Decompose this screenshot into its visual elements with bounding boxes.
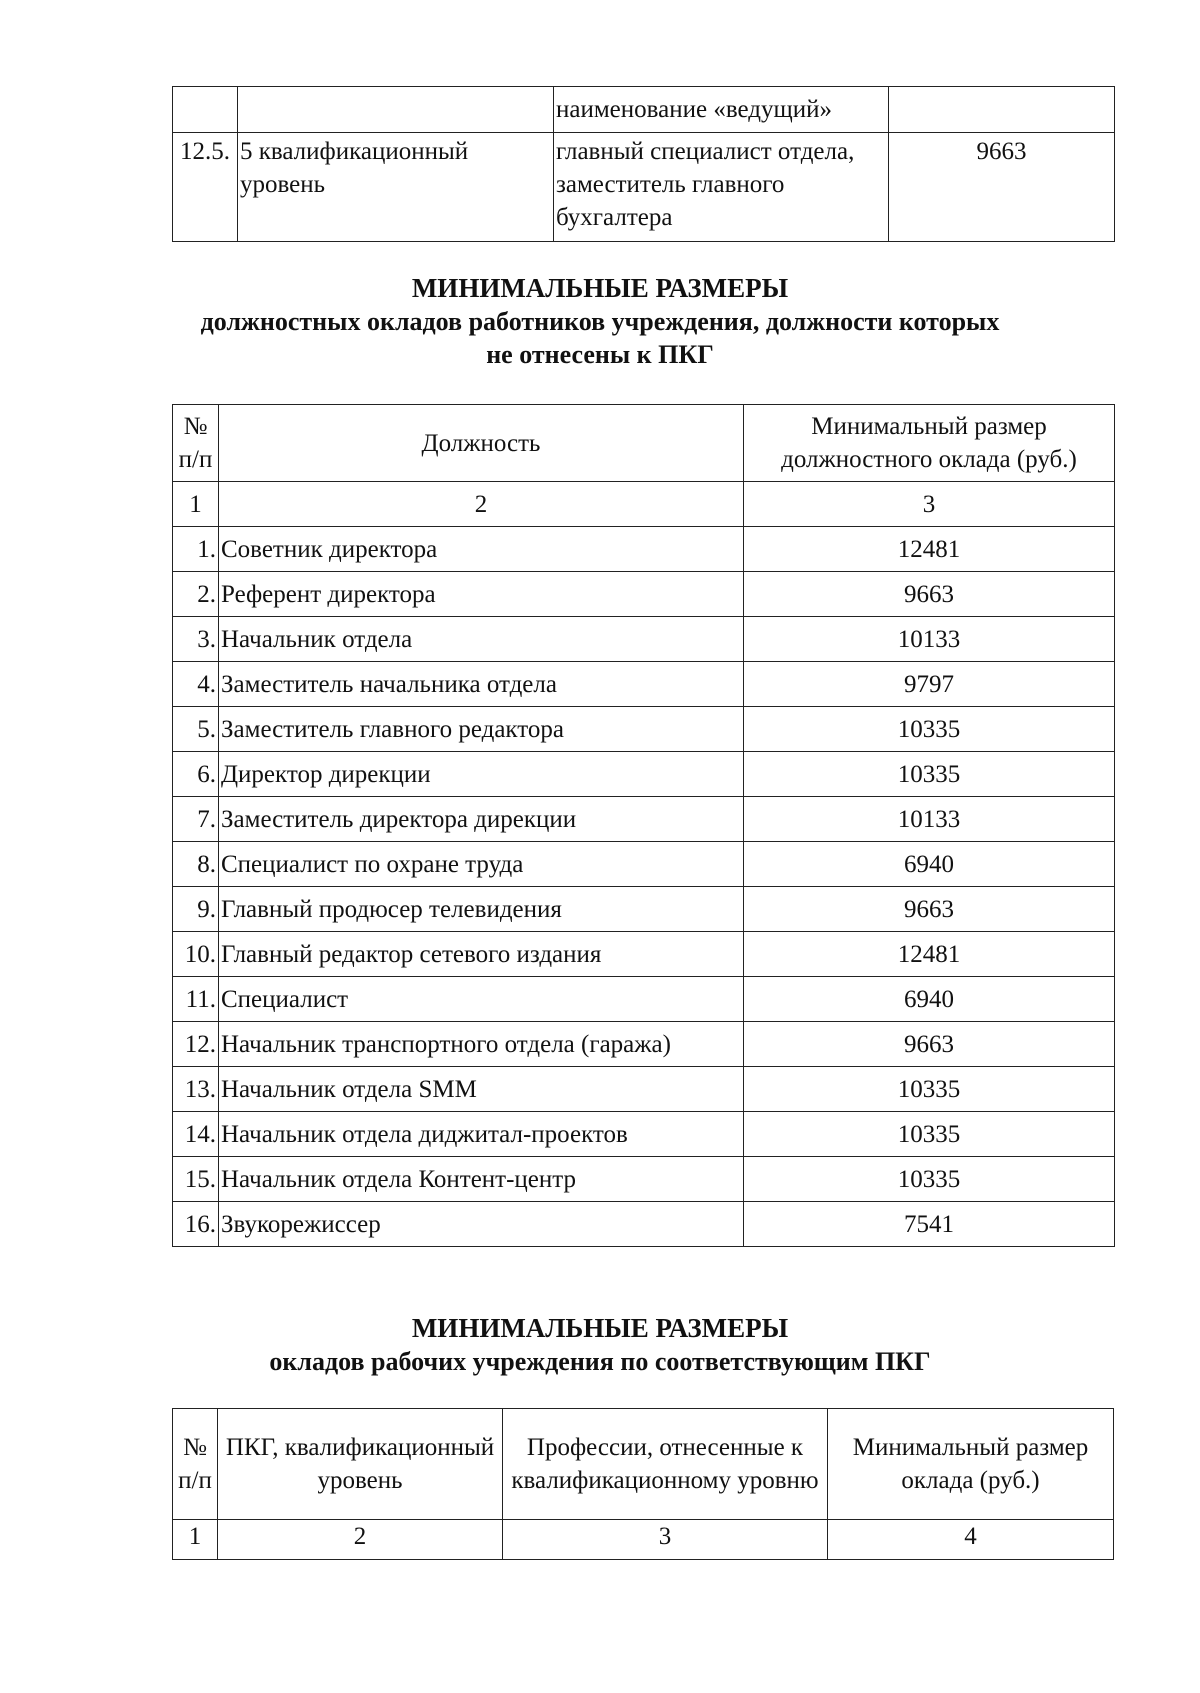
- section1-heading: [0, 272, 1200, 371]
- row-number: 15.: [173, 1157, 219, 1202]
- row-number: 11.: [173, 977, 219, 1022]
- table-row: [173, 617, 1115, 662]
- row-number: 2.: [173, 572, 219, 617]
- position-name: Специалист: [219, 977, 744, 1022]
- header-position: Должность: [219, 405, 744, 482]
- position-name: Главный редактор сетевого издания: [219, 932, 744, 977]
- position-name: Советник директора: [219, 527, 744, 572]
- col-number: 3: [503, 1520, 828, 1560]
- salary-value: 10335: [744, 752, 1115, 797]
- row-number: 5.: [173, 707, 219, 752]
- positions-cell: наименование «ведущий»: [554, 87, 889, 133]
- row-number-cell: 12.5.: [173, 133, 238, 242]
- section2-heading: [0, 1312, 1200, 1378]
- level-cell: [238, 87, 554, 133]
- row-number: 12.: [173, 1022, 219, 1067]
- table-row: [173, 1112, 1115, 1157]
- row-number: 3.: [173, 617, 219, 662]
- table-row: [173, 977, 1115, 1022]
- row-number: 4.: [173, 662, 219, 707]
- col-number: 4: [828, 1520, 1114, 1560]
- header-salary: Минимальный размер оклада (руб.): [828, 1409, 1114, 1520]
- table-row: [173, 133, 1115, 242]
- positions-cell: главный специалист отдела, заместитель главного бухгалтера: [554, 133, 889, 242]
- section1-title: МИНИМАЛЬНЫЕ РАЗМЕРЫ: [411, 273, 789, 303]
- salary-value: 12481: [744, 527, 1115, 572]
- salary-value: 10335: [744, 1067, 1115, 1112]
- row-number: 14.: [173, 1112, 219, 1157]
- table-row: [173, 527, 1115, 572]
- position-name: Начальник отдела Контент-центр: [219, 1157, 744, 1202]
- salary-value: 10335: [744, 707, 1115, 752]
- table-row: [173, 1157, 1115, 1202]
- col-number: 1: [173, 482, 219, 527]
- table-row: [173, 1022, 1115, 1067]
- salary-value: 9663: [744, 572, 1115, 617]
- salary-value: 12481: [744, 932, 1115, 977]
- section2-title: МИНИМАЛЬНЫЕ РАЗМЕРЫ: [411, 1313, 789, 1343]
- salary-value: 9663: [744, 1022, 1115, 1067]
- salary-value: 9797: [744, 662, 1115, 707]
- row-number: 10.: [173, 932, 219, 977]
- position-name: Звукорежиссер: [219, 1202, 744, 1247]
- row-number: 7.: [173, 797, 219, 842]
- table-row: [173, 1067, 1115, 1112]
- salary-cell: 9663: [889, 133, 1115, 242]
- position-name: Директор дирекции: [219, 752, 744, 797]
- salary-value: 6940: [744, 977, 1115, 1022]
- row-number: 6.: [173, 752, 219, 797]
- col-number: 3: [744, 482, 1115, 527]
- workers-table: [172, 1408, 1114, 1560]
- salary-value: 7541: [744, 1202, 1115, 1247]
- salary-value: 6940: [744, 842, 1115, 887]
- header-row: [173, 1409, 1114, 1520]
- position-name: Специалист по охране труда: [219, 842, 744, 887]
- header-pkg: ПКГ, квалификационный уровень: [218, 1409, 503, 1520]
- position-name: Референт директора: [219, 572, 744, 617]
- row-number-cell: [173, 87, 238, 133]
- table-row: [173, 932, 1115, 977]
- position-name: Начальник отдела диджитал-проектов: [219, 1112, 744, 1157]
- header-num: № п/п: [173, 405, 219, 482]
- position-name: Заместитель директора дирекции: [219, 797, 744, 842]
- level-cell: 5 квалификационный уровень: [238, 133, 554, 242]
- position-name: Начальник транспортного отдела (гаража): [219, 1022, 744, 1067]
- section1-subtitle-line2: не отнесены к ПКГ: [486, 340, 714, 369]
- salary-value: 10133: [744, 617, 1115, 662]
- table-row: [173, 707, 1115, 752]
- row-number: 16.: [173, 1202, 219, 1247]
- table-row: [173, 662, 1115, 707]
- table-row: [173, 842, 1115, 887]
- salary-cell: [889, 87, 1115, 133]
- positions-table: [172, 404, 1115, 1247]
- section2-subtitle: окладов рабочих учреждения по соответствующим ПКГ: [269, 1347, 931, 1376]
- col-number: 1: [173, 1520, 218, 1560]
- column-number-row: [173, 1520, 1114, 1560]
- table-row: [173, 797, 1115, 842]
- table-row: [173, 1202, 1115, 1247]
- continuation-table: [172, 86, 1115, 242]
- table-row: [173, 752, 1115, 797]
- row-number: 13.: [173, 1067, 219, 1112]
- position-name: Начальник отдела: [219, 617, 744, 662]
- salary-value: 9663: [744, 887, 1115, 932]
- row-number: 8.: [173, 842, 219, 887]
- row-number: 1.: [173, 527, 219, 572]
- position-name: Заместитель начальника отдела: [219, 662, 744, 707]
- header-num: № п/п: [173, 1409, 218, 1520]
- header-salary: Минимальный размер должностного оклада (руб.): [744, 405, 1115, 482]
- position-name: Заместитель главного редактора: [219, 707, 744, 752]
- position-name: Начальник отдела SMM: [219, 1067, 744, 1112]
- header-row: [173, 405, 1115, 482]
- salary-value: 10335: [744, 1157, 1115, 1202]
- salary-value: 10133: [744, 797, 1115, 842]
- position-name: Главный продюсер телевидения: [219, 887, 744, 932]
- col-number: 2: [219, 482, 744, 527]
- row-number: 9.: [173, 887, 219, 932]
- table-row: [173, 572, 1115, 617]
- table-row: [173, 87, 1115, 133]
- column-number-row: [173, 482, 1115, 527]
- col-number: 2: [218, 1520, 503, 1560]
- header-professions: Профессии, отнесенные к квалификационному уровню: [503, 1409, 828, 1520]
- table-row: [173, 887, 1115, 932]
- salary-value: 10335: [744, 1112, 1115, 1157]
- section1-subtitle-line1: должностных окладов работников учреждения, должности которых: [200, 307, 1000, 336]
